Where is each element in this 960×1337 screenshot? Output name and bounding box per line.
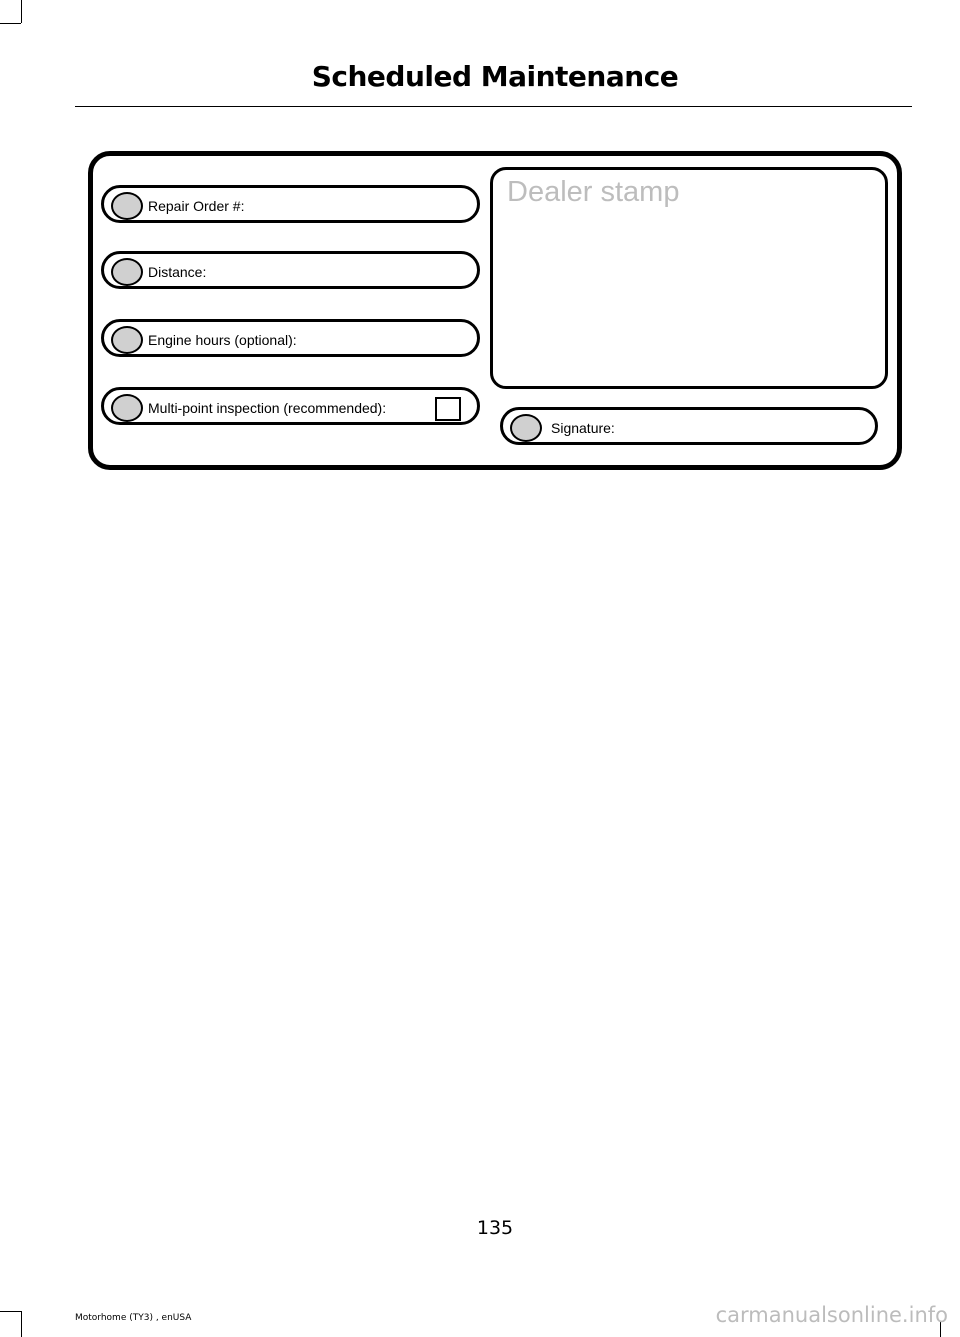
field-marker-icon bbox=[510, 414, 542, 442]
dealer-stamp-box bbox=[490, 167, 888, 389]
distance-field[interactable] bbox=[101, 251, 480, 289]
inspection-checkbox[interactable] bbox=[435, 397, 461, 421]
distance-label: Distance: bbox=[148, 264, 207, 280]
repair-order-label: Repair Order #: bbox=[148, 198, 245, 214]
field-marker-icon bbox=[111, 258, 143, 286]
title-divider bbox=[75, 106, 912, 107]
engine-hours-field[interactable] bbox=[101, 319, 480, 357]
repair-order-field[interactable] bbox=[101, 185, 480, 223]
engine-hours-label: Engine hours (optional): bbox=[148, 332, 297, 348]
signature-field[interactable] bbox=[500, 407, 878, 445]
page-title: Scheduled Maintenance bbox=[311, 60, 679, 93]
multi-point-inspection-label: Multi-point inspection (recommended): bbox=[148, 400, 387, 416]
field-marker-icon bbox=[111, 394, 143, 422]
dealer-stamp-label: Dealer stamp bbox=[507, 176, 680, 208]
signature-label: Signature: bbox=[551, 420, 615, 436]
crop-mark bbox=[21, 0, 22, 23]
watermark: carmanualsonline.info bbox=[715, 1303, 948, 1327]
document-info: Motorhome (TY3) , enUSA bbox=[75, 1313, 192, 1323]
crop-mark bbox=[0, 1311, 21, 1312]
field-marker-icon bbox=[111, 192, 143, 220]
crop-mark bbox=[0, 23, 21, 24]
page-number: 135 bbox=[476, 1217, 514, 1239]
field-marker-icon bbox=[111, 326, 143, 354]
crop-mark bbox=[21, 1311, 22, 1337]
multi-point-inspection-field bbox=[101, 387, 480, 425]
